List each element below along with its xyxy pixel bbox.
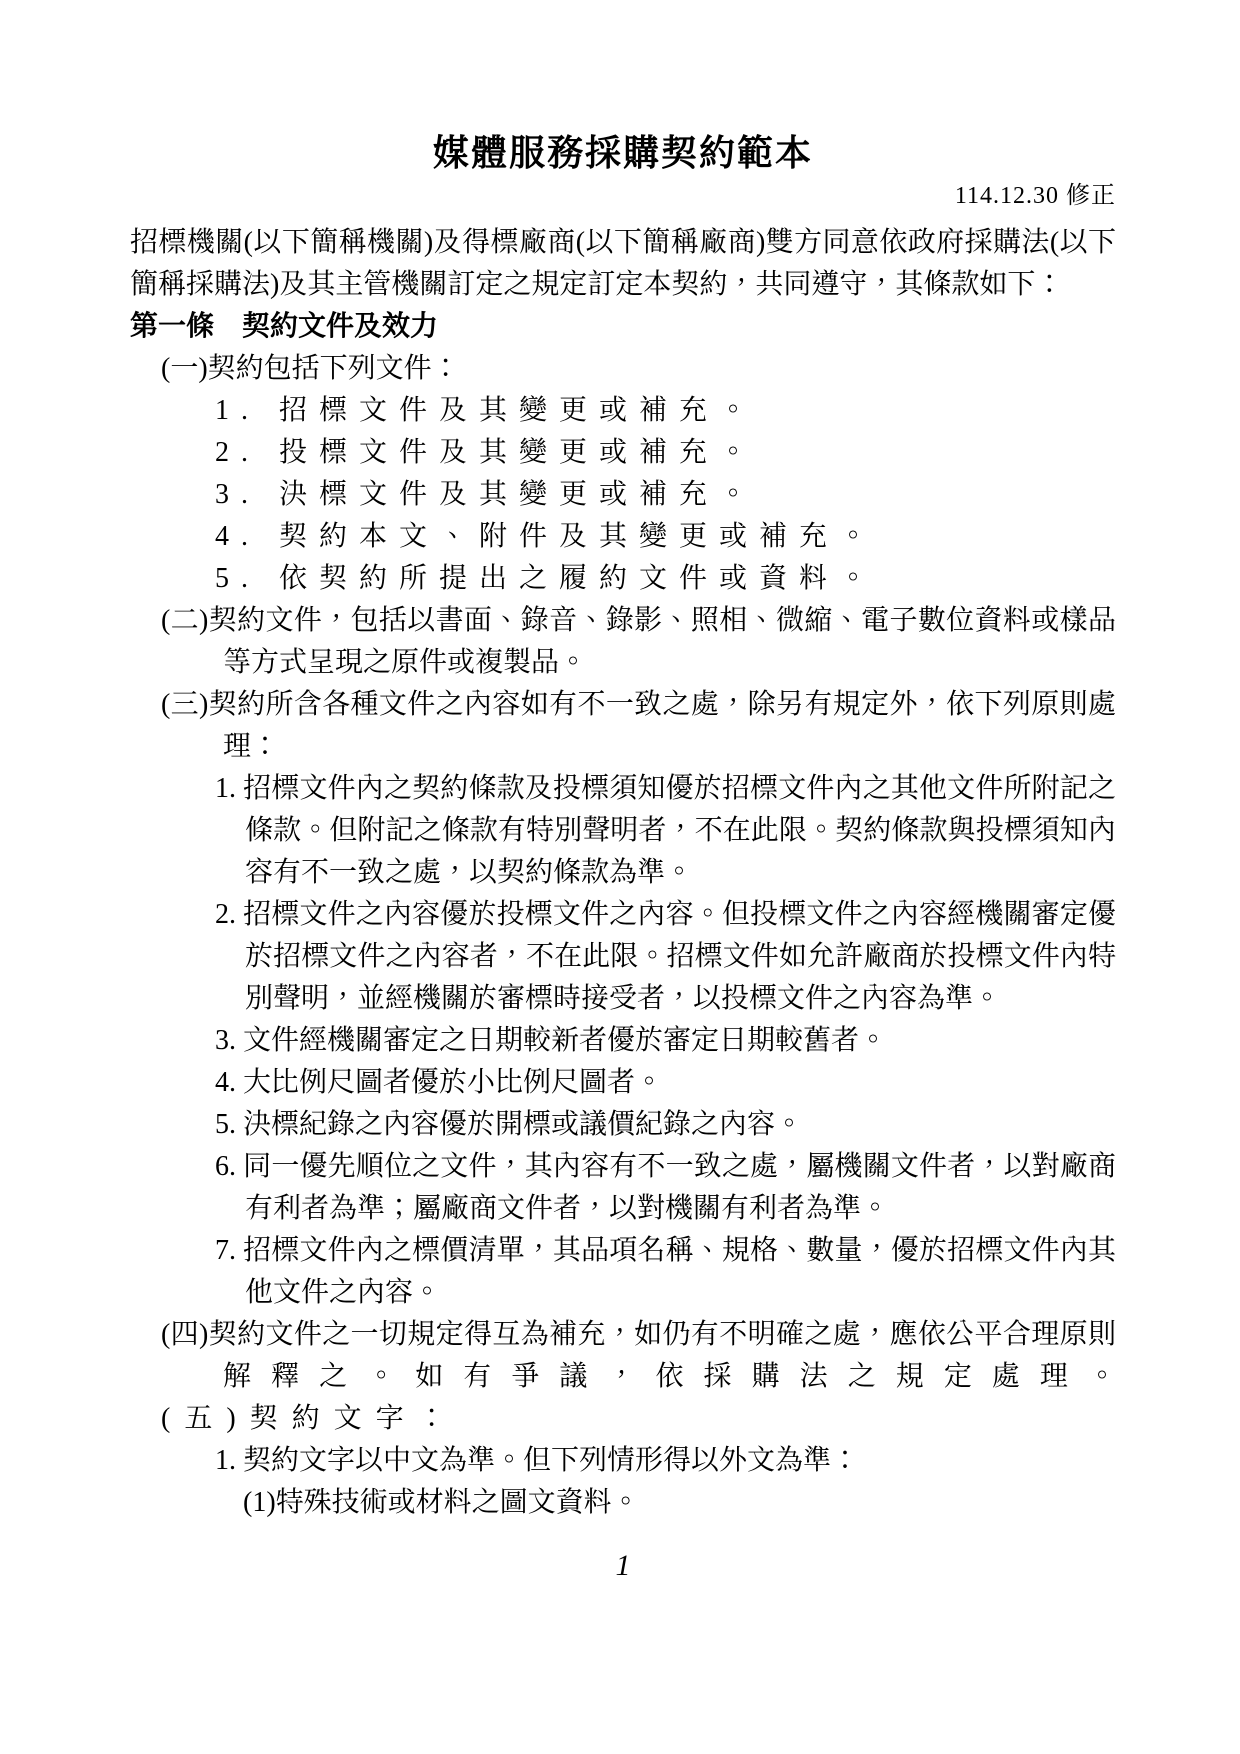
clause-paragraph: (三)契約所含各種文件之內容如有不一致之處，除另有規定外，依下列原則處理： (161, 689, 1116, 762)
item-paragraph: 1. 招標文件內之契約條款及投標須知優於招標文件內之其他文件所附記之條款。但附記之條款有特別聲明者，不在此限。契約條款與投標須知內容有不一致之處，以契約條款為準。 (215, 773, 1116, 888)
item-paragraph: 1. 契約文字以中文為準。但下列情形得以外文為準： (215, 1445, 860, 1476)
item-paragraph: 5. 決標紀錄之內容優於開標或議價紀錄之內容。 (215, 1109, 804, 1140)
revision-date: 114.12.30 修正 (954, 183, 1116, 209)
item-paragraph: 6. 同一優先順位之文件，其內容有不一致之處，屬機關文件者，以對廠商有利者為準；屬廠商文件者，以對機關有利者為準。 (215, 1151, 1116, 1224)
page-number: 1 (615, 1549, 631, 1582)
item-paragraph: 4. 大比例尺圖者優於小比例尺圖者。 (215, 1067, 664, 1098)
item-paragraph: 1. 招標文件及其變更或補充。 (215, 395, 760, 426)
document-title: 媒體服務採購契約範本 (432, 133, 813, 173)
document-body (130, 222, 1116, 1524)
item-paragraph: 5. 依契約所提出之履約文件或資料。 (215, 563, 880, 594)
item-paragraph: 4. 契約本文、附件及其變更或補充。 (215, 521, 880, 552)
item-paragraph: 3. 決標文件及其變更或補充。 (215, 479, 760, 510)
item-paragraph: 3. 文件經機關審定之日期較新者優於審定日期較舊者。 (215, 1025, 888, 1056)
article-heading: 第一條 契約文件及效力 (130, 311, 439, 342)
clause-paragraph: (一)契約包括下列文件： (161, 353, 460, 384)
clause-paragraph: (二)契約文件，包括以書面、錄音、錄影、照相、微縮、電子數位資料或樣品等方式呈現之原件或複製品。 (161, 605, 1116, 678)
preamble-paragraph: 招標機關(以下簡稱機關)及得標廠商(以下簡稱廠商)雙方同意依政府採購法(以下簡稱採購法)及其主管機關訂定之規定訂定本契約，共同遵守，其條款如下： (130, 227, 1116, 300)
clause-paragraph: (四)契約文件之一切規定得互為補充，如仍有不明確之處，應依公平合理原則解釋之。如有爭議，依採購法之規定處理。 (161, 1319, 1116, 1392)
clause-paragraph: (五)契約文字： (161, 1403, 460, 1434)
item-paragraph: 2. 招標文件之內容優於投標文件之內容。但投標文件之內容經機關審定優於招標文件之內容者，不在此限。招標文件如允許廠商於投標文件內特別聲明，並經機關於審標時接受者，以投標文件之內容為準。 (215, 899, 1116, 1014)
item-paragraph: 7. 招標文件內之標價清單，其品項名稱、規格、數量，優於招標文件內其他文件之內容。 (215, 1235, 1116, 1308)
subitem-paragraph: (1)特殊技術或材料之圖文資料。 (243, 1487, 640, 1518)
item-paragraph: 2. 投標文件及其變更或補充。 (215, 437, 760, 468)
